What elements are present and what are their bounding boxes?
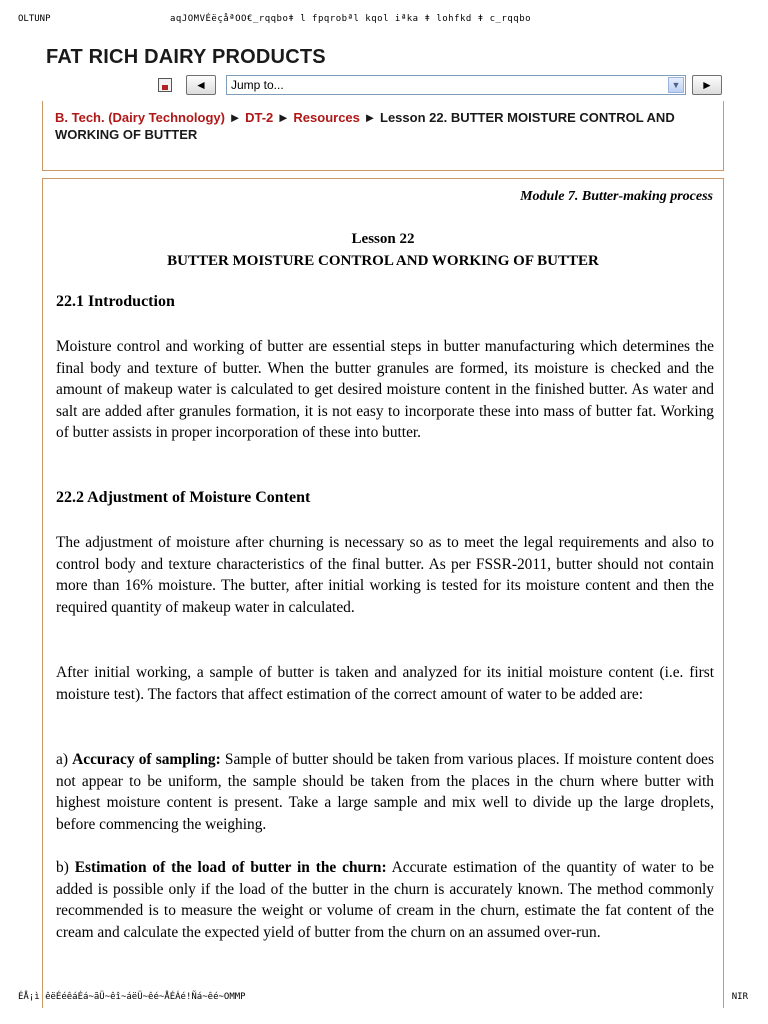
list-item-prefix: a) (56, 751, 73, 768)
header-center-text: aqJOMVÉëçåªOO€_rqqboǂ l fpqrobªl kqol iªka ǂ lohfkd ǂ c_rqqbo (170, 14, 532, 24)
list-item-text: Sample of butter should be taken from various places. If moisture content does not appear to be uniform, the sample should be taken from the places in the churn where butter with highest moisture content is present. Take a large sample and mix well to divide up the large droplets, before commencing the weighing. (56, 751, 714, 833)
site-title: FAT RICH DAIRY PRODUCTS (46, 46, 326, 68)
list-item-estimation (56, 857, 714, 943)
breadcrumb-link-resources[interactable]: Resources (293, 110, 360, 125)
lesson-content (42, 178, 724, 1008)
paragraph-introduction: Moisture control and working of butter are essential steps in butter manufacturing which determines the final body and texture of butter. When the butter granules are formed, its moisture is checked and the amount of makeup water is calculated to get desired moisture content in the finished butter. As water and salt are added after granules formation, it is not easy to incorporate these into mass of butter fat. Working of butter assists in proper incorporation of these into butter. (56, 338, 714, 442)
breadcrumb-link-course[interactable]: B. Tech. (Dairy Technology) (55, 110, 225, 125)
next-button[interactable]: ► (692, 75, 722, 95)
breadcrumb (55, 109, 715, 143)
header-left-code: OLTUNP (18, 14, 51, 24)
chevron-down-icon[interactable]: ▼ (668, 77, 684, 93)
breadcrumb-container (42, 101, 724, 171)
save-icon[interactable] (158, 78, 172, 92)
pdf-header-bar (0, 14, 768, 30)
navigation-bar (158, 73, 724, 97)
module-label: Module 7. Butter-making process (520, 189, 713, 204)
breadcrumb-separator: ► (363, 110, 377, 125)
paragraph-adjustment-2: After initial working, a sample of butter is taken and analyzed for its initial moisture content (i.e. first moisture test). The factors that affect estimation of the correct amount of water to be added are: (56, 664, 714, 703)
jump-to-select[interactable] (226, 75, 686, 95)
paragraph-adjustment-1: The adjustment of moisture after churning is necessary so as to meet the legal requirements and also to control body and texture characteristics of the final butter. As per FSSR-2011, butter should not contain more than 16% moisture. The butter, after initial working is tested for its moisture content and then the required quantity of makeup water in calculated. (56, 534, 714, 616)
breadcrumb-separator: ► (228, 110, 242, 125)
jump-to-value: Jump to... (231, 78, 284, 92)
breadcrumb-link-dt2[interactable]: DT-2 (245, 110, 274, 125)
lesson-number: Lesson 22 (351, 231, 415, 247)
list-item-accuracy (56, 749, 714, 835)
lesson-title: BUTTER MOISTURE CONTROL AND WORKING OF BUTTER (167, 253, 599, 269)
footer-left-code: ÉÅ¡ì êëÉéêáÉá~ãÜ~êî~áëÜ~êé~ÅÉÁé!Ñá~êé~OMMP (18, 992, 246, 1002)
footer-page-code: NIR (731, 992, 748, 1002)
previous-button[interactable]: ◄ (186, 75, 216, 95)
pdf-footer-bar (0, 992, 768, 1008)
list-item-label: Estimation of the load of butter in the churn: (74, 859, 387, 876)
breadcrumb-separator: ► (276, 110, 290, 125)
list-item-text: Accurate estimation of the quantity of water to be added is possible only if the load of the butter in the churn is accurately known. The method commonly recommended is to measure the weight or volume of cream in the churn, estimate the fat content of the cream and calculate the expected yield of butter from the churn on an assumed over-run. (56, 859, 714, 941)
section-heading-introduction: 22.1 Introduction (56, 293, 175, 310)
section-heading-adjustment: 22.2 Adjustment of Moisture Content (56, 489, 311, 506)
breadcrumb-current: Lesson 22. BUTTER MOISTURE CONTROL AND WORKING OF BUTTER (55, 110, 675, 142)
list-item-prefix: b) (56, 859, 75, 876)
list-item-label: Accuracy of sampling: (72, 751, 221, 768)
